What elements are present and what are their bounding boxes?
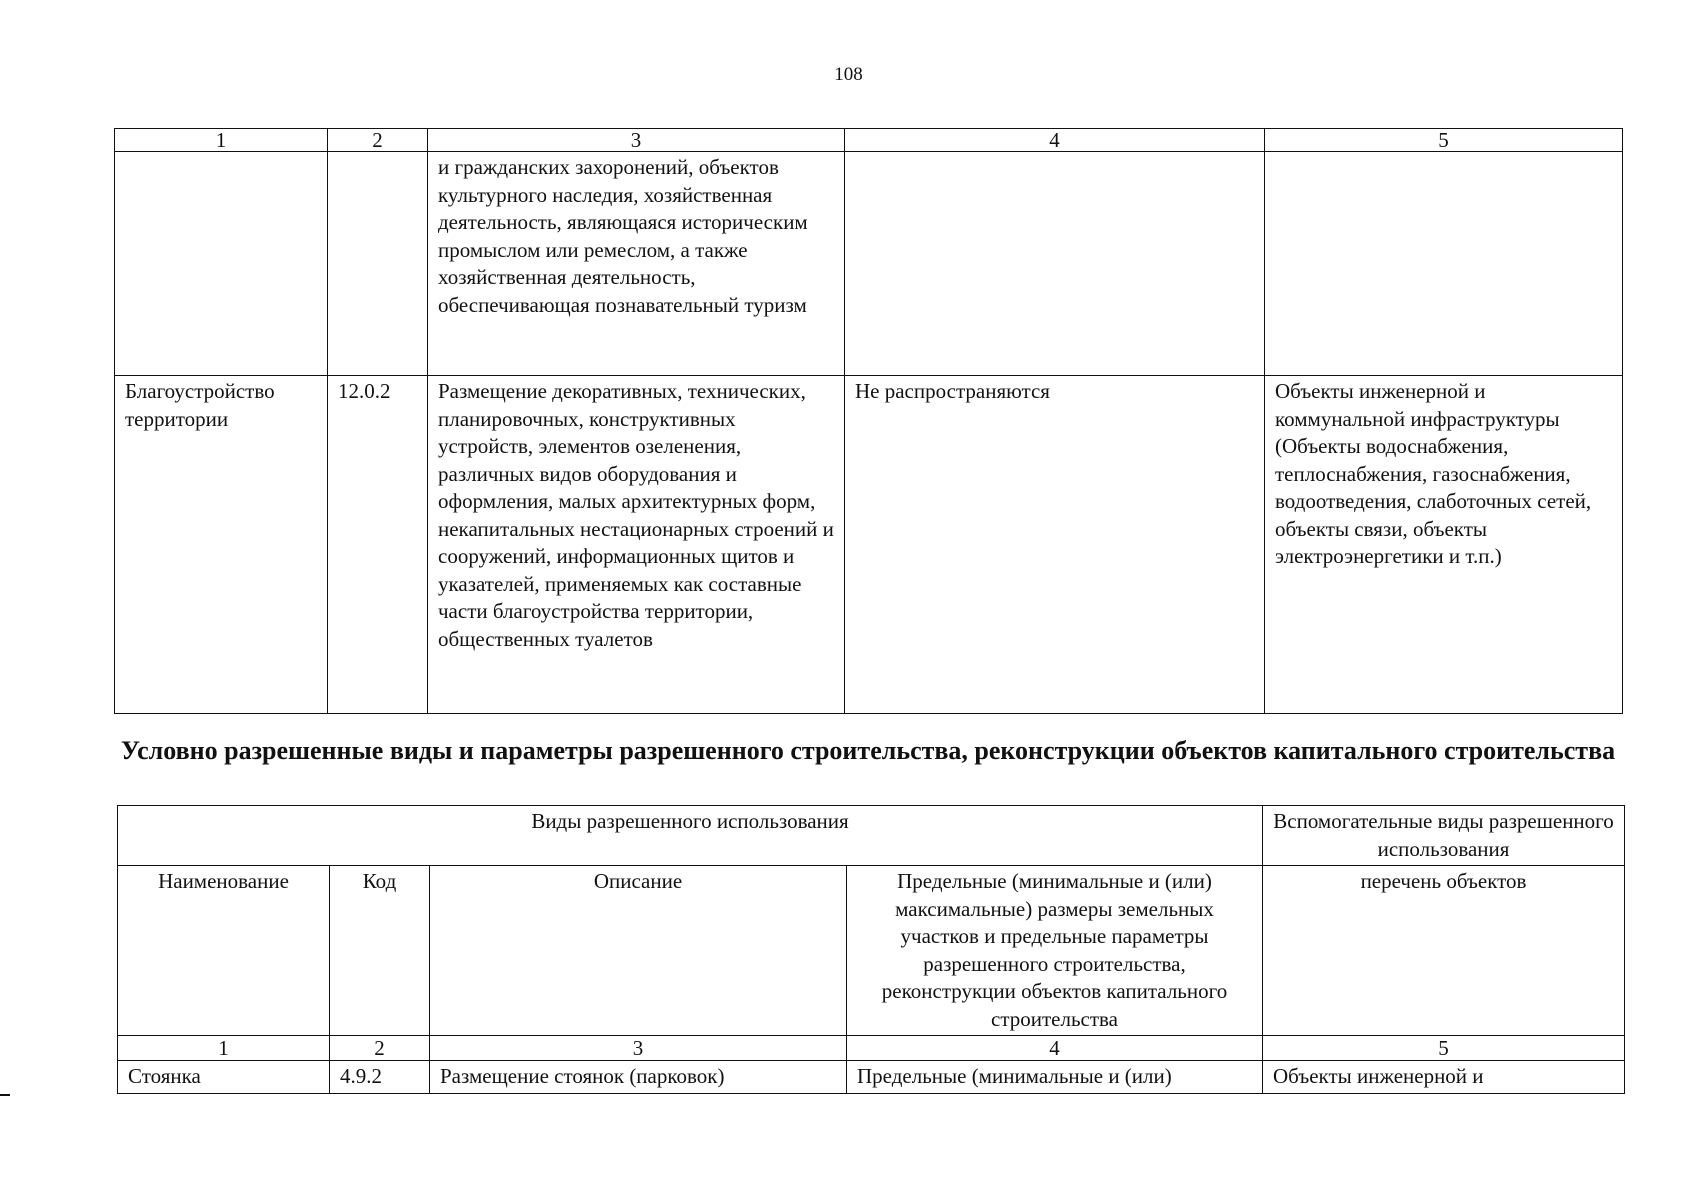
group-header-main: Виды разрешенного использования [118,806,1263,866]
cell-code: 4.9.2 [330,1061,430,1094]
column-number: 1 [115,129,328,152]
cell-description: и гражданских захоронений, объектов культурного наследия, хозяйственная деятельность, являющаяся историческим промыслом или ремеслом, а также хозяйственная деятельность, обеспечивающая познавательный туризм [428,152,845,376]
cell-auxiliary [1265,152,1623,376]
column-number: 2 [328,129,428,152]
cell-description: Размещение декоративных, технических, планировочных, конструктивных устройств, элементов озеленения, различных видов оборудования и оформления, малых архитектурных форм, некапитальных нестационарных строений и сооружений, информационных щитов и указателей, применяемых как составные части благоустройства территории, общественных туалетов [428,376,845,714]
group-header-auxiliary: Вспомогательные виды разрешенного использования [1263,806,1625,866]
column-number: 4 [845,129,1265,152]
column-number: 2 [330,1036,430,1061]
column-number: 5 [1265,129,1623,152]
header-limits: Предельные (минимальные и (или) максимальные) размеры земельных участков и предельные параметры разрешенного строительства, реконструкции объектов капитального строительства [847,866,1263,1036]
table-conditional-uses [117,805,1625,1094]
cell-auxiliary: Объекты инженерной и [1263,1061,1625,1094]
header-row [118,866,1625,1036]
section-heading: Условно разрешенные виды и параметры разрешенного строительства, реконструкции объектов капитального строительства [120,736,1616,765]
header-description: Описание [430,866,847,1036]
header-auxiliary: перечень объектов [1263,866,1625,1036]
column-number: 1 [118,1036,330,1061]
cell-code [328,152,428,376]
cell-code: 12.0.2 [328,376,428,714]
header-name: Наименование [118,866,330,1036]
column-number-row [118,1036,1625,1061]
cell-auxiliary: Объекты инженерной и коммунальной инфраструктуры (Объекты водоснабжения, теплоснабжения, газоснабжения, водоотведения, слаботочных сетей, объекты связи, объекты электроэнергетики и т.п.) [1265,376,1623,714]
column-number: 3 [428,129,845,152]
table-row [115,152,1623,376]
header-code: Код [330,866,430,1036]
cell-description: Размещение стоянок (парковок) [430,1061,847,1094]
group-header-row [118,806,1625,866]
cell-name [115,152,328,376]
table-row [115,376,1623,714]
table-row [118,1061,1625,1094]
cell-limits: Предельные (минимальные и (или) [847,1061,1263,1094]
margin-mark [0,1094,10,1096]
cell-name: Благоустройство территории [115,376,328,714]
cell-limits: Не распространяются [845,376,1265,714]
page-number: 108 [834,64,863,85]
column-number-row [115,129,1623,152]
column-number: 5 [1263,1036,1625,1061]
table-permitted-uses-continued [114,128,1623,714]
column-number: 4 [847,1036,1263,1061]
cell-name: Стоянка [118,1061,330,1094]
cell-limits [845,152,1265,376]
column-number: 3 [430,1036,847,1061]
